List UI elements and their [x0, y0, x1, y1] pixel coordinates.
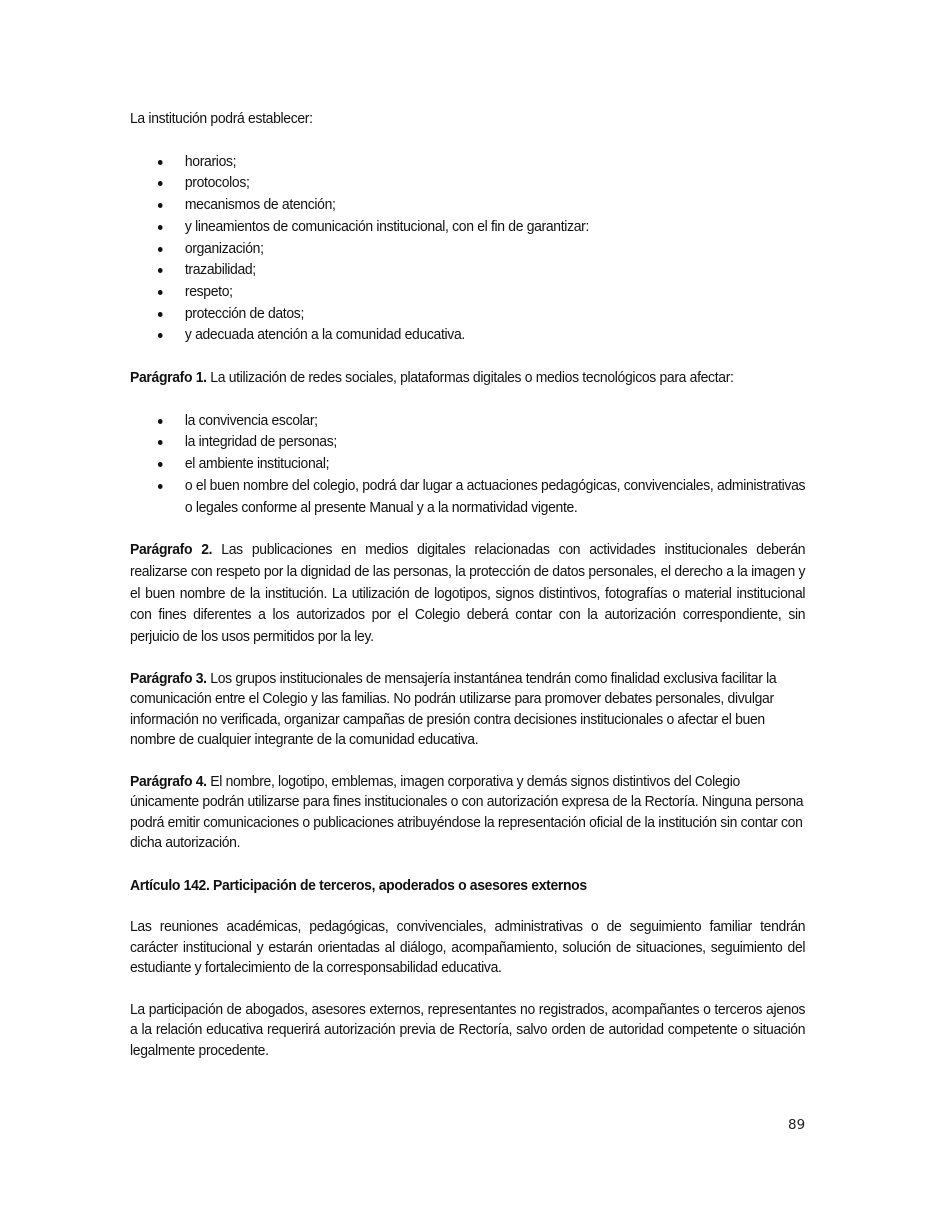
- article-paragraph: Las reuniones académicas, pedagógicas, convivenciales, administrativas o de seguimiento familiar tendrán carácter institucional y estarán orientadas al diálogo, acompañamiento, solución de situaciones, seguimiento del estudiante y fortalecimiento de la corresponsabilidad educativa.: [130, 918, 806, 977]
- article-paragraph: La participación de abogados, asesores externos, representantes no registrados, acompañantes o terceros ajenos a la relación educativa requerirá autorización previa de Rectoría, salvo orden de autoridad competente o situación legalmente procedente.: [130, 1000, 806, 1059]
- list-item: y lineamientos de comunicación institucional, con el fin de garantizar:: [130, 216, 805, 238]
- list-item: respeto;: [130, 281, 805, 303]
- list-item: protección de datos;: [130, 303, 805, 325]
- list-item: mecanismos de atención;: [130, 194, 805, 216]
- list-item: protocolos;: [130, 172, 805, 194]
- paragraph-1: [130, 367, 805, 389]
- paragraph-4: [130, 772, 805, 854]
- list-item: organización;: [130, 238, 805, 260]
- list-item: o el buen nombre del colegio, podrá dar lugar a actuaciones pedagógicas, convivenciales, administrativas o legales conforme al presente Manual y a la normatividad vigente.: [130, 475, 805, 518]
- paragraph-1-text: La utilización de redes sociales, plataformas digitales o medios tecnológicos para afectar:: [210, 369, 734, 387]
- page-number: 89: [788, 1117, 806, 1133]
- paragraph-3-text: Los grupos institucionales de mensajería instantánea tendrán como finalidad exclusiva facilitar la comunicación entre el Colegio y las familias. No podrán utilizarse para promover debates personales, divulgar información no verificada, organizar campañas de presión contra decisiones institucionales o afectar el buen nombre de cualquier integrante de la comunidad educativa.: [130, 669, 777, 749]
- list-item: la convivencia escolar;: [130, 410, 805, 432]
- paragraph-4-text: El nombre, logotipo, emblemas, imagen corporativa y demás signos distintivos del Colegio únicamente podrán utilizarse para fines institucionales o con autorización expresa de la Rectoría. Ninguna persona podrá emitir comunicaciones o publicaciones atribuyéndose la representación oficial de la institución sin contar con dicha autorización.: [130, 772, 804, 852]
- list-item: y adecuada atención a la comunidad educativa.: [130, 324, 805, 346]
- document-page: [130, 108, 805, 1082]
- paragraph-1-label: Parágrafo 1.: [130, 369, 207, 387]
- paragraph-2: [130, 539, 805, 648]
- article-title: Artículo 142. Participación de terceros, apoderados o asesores externos: [130, 876, 587, 894]
- paragraph-2-text: Las publicaciones en medios digitales relacionadas con actividades institucionales deberán realizarse con respeto por la dignidad de las personas, la protección de datos personales, el derecho a la imagen y el buen nombre de la institución. La utilización de logotipos, signos distintivos, fotografías o material institucional con fines diferentes a los autorizados por el Colegio deberá contar con la autorización correspondiente, sin perjuicio de los usos permitidos por la ley.: [130, 541, 806, 646]
- paragraph-3: [130, 669, 805, 751]
- intro-text: La institución podrá establecer:: [130, 110, 313, 127]
- list-item: el ambiente institucional;: [130, 453, 805, 475]
- institution-list: [130, 151, 805, 346]
- affect-list: [130, 410, 805, 519]
- list-item: trazabilidad;: [130, 259, 805, 281]
- list-item: horarios;: [130, 151, 805, 173]
- paragraph-4-label: Parágrafo 4.: [130, 772, 207, 790]
- paragraph-3-label: Parágrafo 3.: [130, 669, 207, 687]
- list-item: la integridad de personas;: [130, 431, 805, 453]
- paragraph-2-label: Parágrafo 2.: [130, 541, 213, 559]
